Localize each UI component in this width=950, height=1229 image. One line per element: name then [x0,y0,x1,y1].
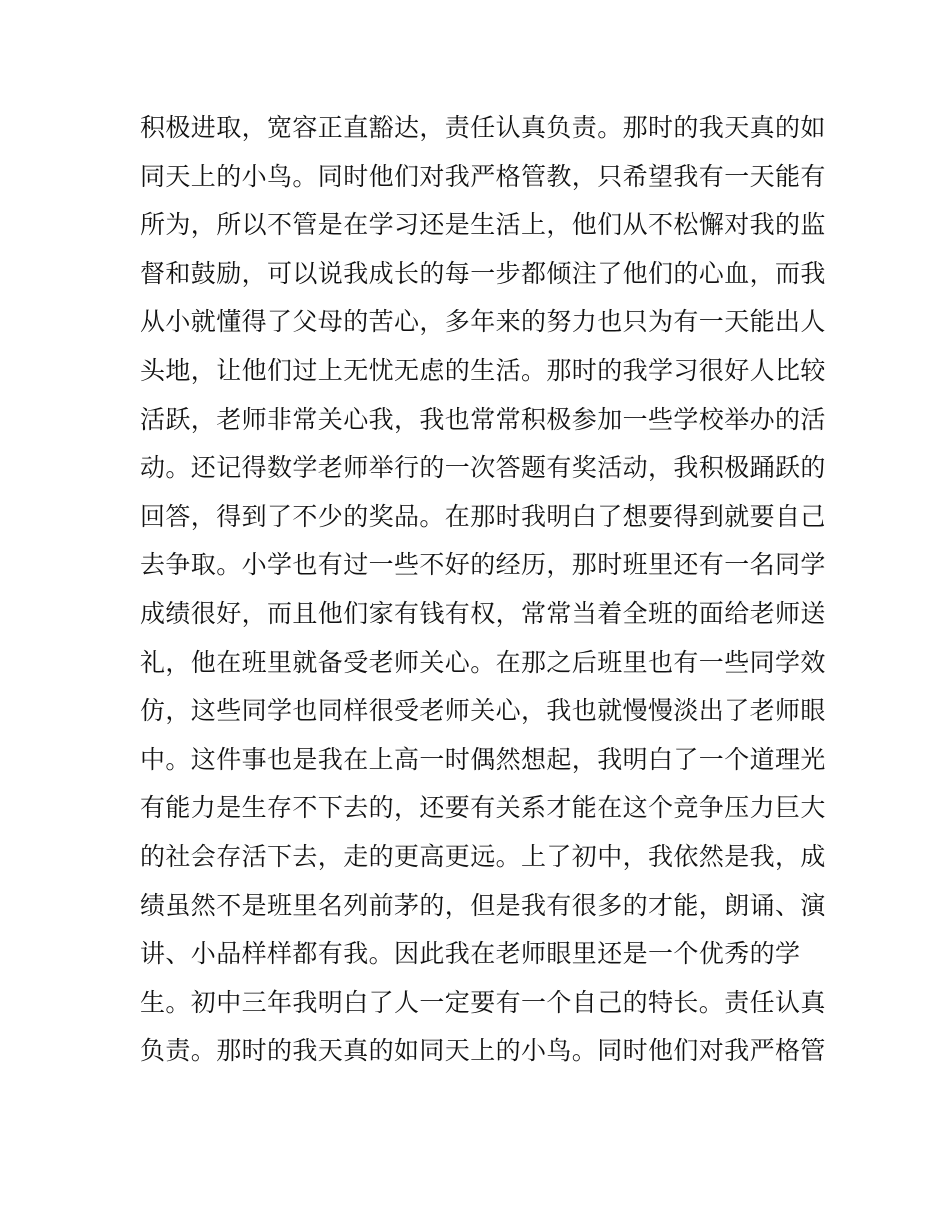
text-line: 仿，这些同学也同样很受老师关心，我也就慢慢淡出了老师眼 [140,696,826,726]
text-line: 生。初中三年我明白了人一定要有一个自己的特长。责任认真 [140,987,826,1017]
text-line: 所为，所以不管是在学习还是生活上，他们从不松懈对我的监 [140,210,826,240]
text-line: 头地，让他们过上无忧无虑的生活。那时的我学习很好人比较 [140,355,826,385]
body-text [140,104,826,1076]
text-line: 同天上的小鸟。同时他们对我严格管教，只希望我有一天能有 [140,161,826,191]
text-line: 去争取。小学也有过一些不好的经历，那时班里还有一名同学 [140,550,826,580]
text-line: 积极进取，宽容正直豁达，责任认真负责。那时的我天真的如 [140,113,826,142]
text-line: 督和鼓励，可以说我成长的每一步都倾注了他们的心血，而我 [140,258,826,288]
text-line: 成绩很好，而且他们家有钱有权，常常当着全班的面给老师送 [140,598,826,628]
text-line: 活跃，老师非常关心我，我也常常积极参加一些学校举办的活 [140,404,826,434]
text-line: 从小就懂得了父母的苦心，多年来的努力也只为有一天能出人 [140,307,826,337]
text-line: 中。这件事也是我在上高一时偶然想起，我明白了一个道理光 [140,744,826,774]
text-line: 礼，他在班里就备受老师关心。在那之后班里也有一些同学效 [140,647,826,677]
text-line: 回答，得到了不少的奖品。在那时我明白了想要得到就要自己 [140,501,826,531]
text-line: 的社会存活下去，走的更高更远。上了初中，我依然是我，成 [140,841,826,871]
text-line: 讲、小品样样都有我。因此我在老师眼里还是一个优秀的学 [140,939,801,969]
text-line: 负责。那时的我天真的如同天上的小鸟。同时他们对我严格管 [140,1036,826,1066]
text-line: 有能力是生存不下去的，还要有关系才能在这个竞争压力巨大 [140,793,826,823]
text-line: 绩虽然不是班里名列前茅的，但是我有很多的才能，朗诵、演 [140,890,826,920]
text-line: 动。还记得数学老师举行的一次答题有奖活动，我积极踊跃的 [140,453,826,483]
